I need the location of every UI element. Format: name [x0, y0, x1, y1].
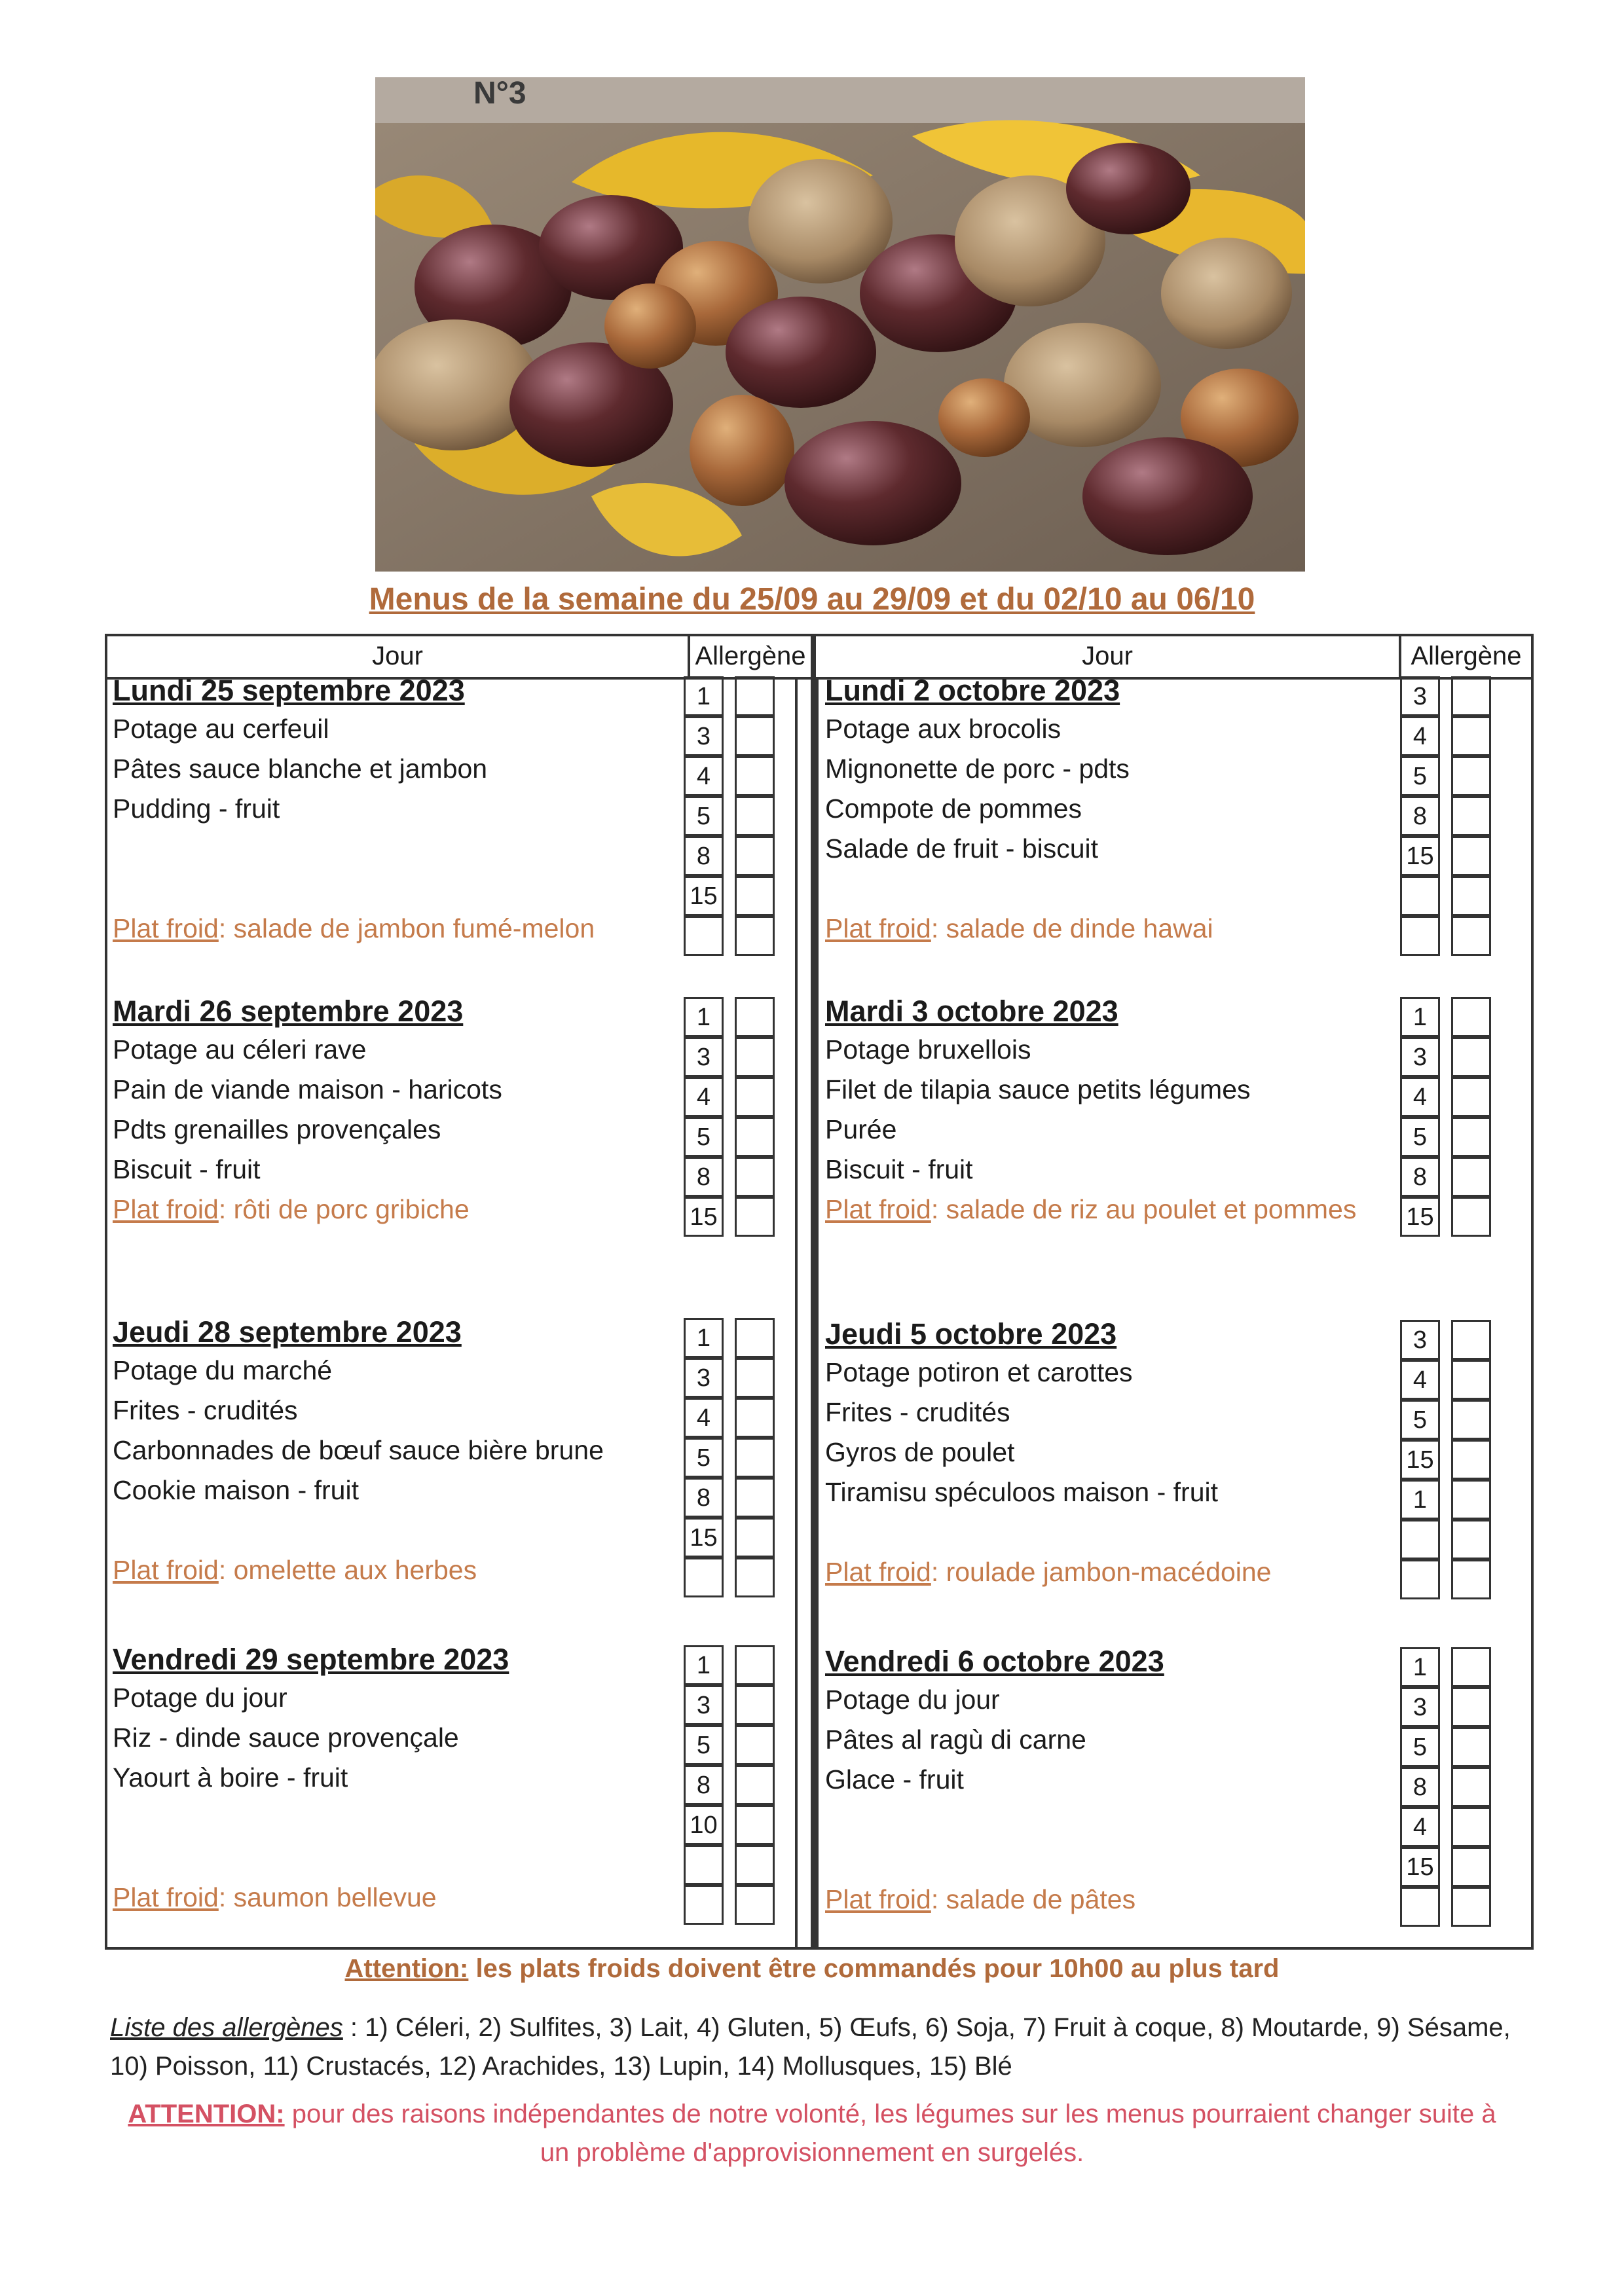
allergen-number: 3 [1400, 1687, 1440, 1727]
plat-froid [825, 1194, 1356, 1225]
allergen-checkbox[interactable] [735, 1558, 775, 1597]
allergen-number: 3 [1400, 1037, 1440, 1077]
allergen-checkbox[interactable] [735, 1478, 775, 1518]
plat-froid-text: : salade de dinde hawai [931, 913, 1213, 943]
allergen-row [1400, 1687, 1495, 1727]
allergen-checkbox[interactable] [1451, 1480, 1491, 1520]
allergen-row [1400, 1157, 1495, 1197]
allergen-checkbox[interactable] [1451, 916, 1491, 956]
allergen-number: 15 [1400, 1440, 1440, 1480]
dish-item: Riz - dinde sauce provençale [113, 1722, 459, 1753]
allergen-number: 5 [684, 796, 724, 836]
allergen-checkbox[interactable] [1451, 676, 1491, 716]
allergen-number: 15 [1400, 1847, 1440, 1887]
allergen-number: 3 [1400, 676, 1440, 716]
allergen-row [1400, 756, 1495, 796]
allergen-row [684, 1685, 779, 1725]
allergen-row [684, 1077, 779, 1117]
dish-item: Frites - crudités [113, 1395, 298, 1425]
plat-froid-text: : salade de pâtes [931, 1884, 1136, 1914]
allergen-row [1400, 796, 1495, 836]
allergen-number: 5 [684, 1117, 724, 1157]
allergen-checkbox[interactable] [735, 1685, 775, 1725]
plat-froid-label: Plat froid [825, 1884, 931, 1914]
allergen-checkbox[interactable] [735, 796, 775, 836]
allergen-row [1400, 1520, 1495, 1559]
allergen-checkbox[interactable] [735, 1725, 775, 1765]
allergen-number: 4 [1400, 1807, 1440, 1847]
allergen-number: 4 [1400, 716, 1440, 756]
allergen-number: 5 [1400, 756, 1440, 796]
dish-item: Biscuit - fruit [113, 1154, 261, 1184]
allergen-row [1400, 1847, 1495, 1887]
allergen-number: 15 [684, 1518, 724, 1558]
column-divider [795, 677, 798, 1947]
allergen-boxes [684, 1645, 779, 1925]
allergen-row [1400, 676, 1495, 716]
allergen-row [1400, 1647, 1495, 1687]
allergen-list-label: Liste des allergènes [110, 2013, 343, 2042]
allergen-number: 1 [1400, 997, 1440, 1037]
allergen-checkbox[interactable] [1451, 756, 1491, 796]
allergen-row [684, 1765, 779, 1805]
allergen-row [1400, 1320, 1495, 1360]
allergen-checkbox[interactable] [1451, 1887, 1491, 1927]
allergen-number: 5 [1400, 1727, 1440, 1767]
plat-froid [113, 1555, 477, 1586]
menu-table-right [813, 634, 1534, 1950]
allergen-row [1400, 1887, 1495, 1927]
allergen-number: 15 [1400, 836, 1440, 876]
allergen-checkbox[interactable] [735, 1845, 775, 1885]
allergen-checkbox[interactable] [1451, 1360, 1491, 1400]
allergen-number [684, 1885, 724, 1925]
allergen-number: 8 [684, 1478, 724, 1518]
allergen-number: 8 [684, 1765, 724, 1805]
allergen-row [1400, 1117, 1495, 1157]
allergen-row [1400, 1559, 1495, 1599]
allergen-row [684, 1197, 779, 1237]
warning-text: pour des raisons indépendantes de notre volonté, les légumes sur les menus pourraient changer suite à un problème d'approvisionnement en surgelés. [284, 2100, 1496, 2167]
header-photo [375, 77, 1305, 572]
allergen-row [684, 1157, 779, 1197]
allergen-checkbox[interactable] [1451, 796, 1491, 836]
allergen-checkbox[interactable] [1451, 716, 1491, 756]
allergen-number: 3 [684, 716, 724, 756]
allergen-number [1400, 916, 1440, 956]
dish-item: Potage au céleri rave [113, 1034, 367, 1065]
allergen-checkbox[interactable] [735, 1197, 775, 1237]
dish-item: Potage au cerfeuil [113, 714, 329, 744]
day-title: Jeudi 5 octobre 2023 [825, 1317, 1117, 1351]
allergen-checkbox[interactable] [1451, 876, 1491, 916]
allergen-number: 15 [684, 876, 724, 916]
allergen-number [1400, 1559, 1440, 1599]
allergen-checkbox[interactable] [1451, 1520, 1491, 1559]
allergen-boxes [684, 997, 779, 1237]
allergen-row [684, 1645, 779, 1685]
header-jour: Jour [372, 642, 423, 670]
supply-warning [111, 2095, 1513, 2172]
dish-item: Pâtes sauce blanche et jambon [113, 754, 488, 784]
cold-dish-notice [0, 1954, 1624, 1984]
allergen-checkbox[interactable] [735, 756, 775, 796]
dish-item: Frites - crudités [825, 1397, 1010, 1427]
allergen-number: 1 [1400, 1647, 1440, 1687]
allergen-row [1400, 1037, 1495, 1077]
allergen-number: 8 [1400, 1767, 1440, 1807]
dish-item: Potage aux brocolis [825, 714, 1061, 744]
allergen-number [1400, 1520, 1440, 1559]
allergen-checkbox[interactable] [1451, 1117, 1491, 1157]
day-title: Vendredi 6 octobre 2023 [825, 1645, 1164, 1678]
allergen-checkbox[interactable] [735, 1765, 775, 1805]
allergen-row [684, 1318, 779, 1358]
allergen-number: 5 [684, 1725, 724, 1765]
dish-item: Salade de fruit - biscuit [825, 833, 1099, 864]
day-title: Lundi 25 septembre 2023 [113, 674, 465, 707]
allergen-row [1400, 876, 1495, 916]
allergen-row [684, 1558, 779, 1597]
plat-froid-label: Plat froid [825, 913, 931, 943]
plat-froid-label: Plat froid [113, 1882, 219, 1912]
plat-froid [825, 1884, 1135, 1915]
allergen-number: 8 [1400, 796, 1440, 836]
allergen-number [1400, 876, 1440, 916]
allergen-checkbox[interactable] [1451, 1727, 1491, 1767]
allergen-number: 5 [1400, 1117, 1440, 1157]
dish-item: Tiramisu spéculoos maison - fruit [825, 1477, 1219, 1507]
allergen-number: 15 [1400, 1197, 1440, 1237]
allergen-number: 5 [684, 1438, 724, 1478]
allergen-row [1400, 1360, 1495, 1400]
dish-item: Pâtes al ragù di carne [825, 1724, 1086, 1755]
allergen-checkbox[interactable] [1451, 1400, 1491, 1440]
allergen-checkbox[interactable] [735, 1318, 775, 1358]
dish-item: Glace - fruit [825, 1764, 964, 1795]
allergen-checkbox[interactable] [1451, 1197, 1491, 1237]
allergen-number [684, 1558, 724, 1597]
plat-froid-text: : rôti de porc gribiche [218, 1194, 470, 1224]
day-title: Mardi 3 octobre 2023 [825, 994, 1118, 1028]
allergen-number: 3 [684, 1358, 724, 1398]
allergen-number: 8 [684, 836, 724, 876]
allergen-row [1400, 1767, 1495, 1807]
allergen-number: 4 [1400, 1077, 1440, 1117]
header-allergene: Allergène [688, 636, 811, 677]
allergen-checkbox[interactable] [735, 836, 775, 876]
allergen-checkbox[interactable] [735, 1358, 775, 1398]
dish-item: Carbonnades de bœuf sauce bière brune [113, 1435, 604, 1465]
dish-item: Compote de pommes [825, 793, 1082, 824]
photo-stamp: N°3 [473, 77, 526, 111]
allergen-boxes [1400, 1647, 1495, 1927]
allergen-number: 1 [684, 676, 724, 716]
allergen-checkbox[interactable] [1451, 1559, 1491, 1599]
dish-item: Pain de viande maison - haricots [113, 1074, 502, 1104]
allergen-checkbox[interactable] [735, 1157, 775, 1197]
allergen-row [684, 836, 779, 876]
page-title: Menus de la semaine du 25/09 au 29/09 et du 02/10 au 06/10 [369, 582, 1255, 617]
plat-froid-text: : salade de jambon fumé-melon [218, 913, 595, 943]
dish-item: Potage potiron et carottes [825, 1357, 1133, 1387]
allergen-row [1400, 916, 1495, 956]
allergen-row [684, 1037, 779, 1077]
allergen-number: 3 [684, 1685, 724, 1725]
dish-item: Filet de tilapia sauce petits légumes [825, 1074, 1251, 1104]
allergen-boxes [684, 676, 779, 956]
allergen-row [684, 876, 779, 916]
allergen-row [684, 796, 779, 836]
allergen-number: 3 [1400, 1320, 1440, 1360]
allergen-number [684, 916, 724, 956]
allergen-row [684, 1117, 779, 1157]
plat-froid [113, 1882, 437, 1913]
allergen-row [684, 1725, 779, 1765]
day-title: Jeudi 28 septembre 2023 [113, 1315, 462, 1349]
allergen-checkbox[interactable] [735, 1645, 775, 1685]
plat-froid [113, 913, 595, 944]
allergen-row [684, 916, 779, 956]
allergen-number [1400, 1887, 1440, 1927]
allergen-row [684, 1885, 779, 1925]
dish-item: Cookie maison - fruit [113, 1475, 359, 1505]
allergen-checkbox[interactable] [735, 876, 775, 916]
allergen-checkbox[interactable] [735, 1398, 775, 1438]
allergen-boxes [1400, 997, 1495, 1237]
dish-item: Potage bruxellois [825, 1034, 1031, 1065]
dish-item: Gyros de poulet [825, 1437, 1015, 1467]
allergen-checkbox[interactable] [735, 716, 775, 756]
plat-froid-text: : omelette aux herbes [218, 1555, 477, 1585]
allergen-checkbox[interactable] [735, 1885, 775, 1925]
allergen-checkbox[interactable] [735, 916, 775, 956]
allergen-row [684, 1845, 779, 1885]
plat-froid-text: : salade de riz au poulet et pommes [931, 1194, 1357, 1224]
allergen-number: 1 [684, 1318, 724, 1358]
allergen-number: 4 [1400, 1360, 1440, 1400]
allergen-checkbox[interactable] [1451, 1440, 1491, 1480]
allergen-row [1400, 1807, 1495, 1847]
allergen-row [684, 1518, 779, 1558]
allergen-row [684, 1438, 779, 1478]
plat-froid [113, 1194, 470, 1225]
allergen-number: 8 [684, 1157, 724, 1197]
allergen-row [684, 1358, 779, 1398]
plat-froid-label: Plat froid [113, 1555, 219, 1585]
allergen-number: 8 [1400, 1157, 1440, 1197]
allergen-checkbox[interactable] [1451, 1077, 1491, 1117]
warning-label: ATTENTION: [128, 2100, 285, 2128]
allergen-checkbox[interactable] [1451, 997, 1491, 1037]
plat-froid-label: Plat froid [113, 1194, 219, 1224]
allergen-row [684, 997, 779, 1037]
plat-froid-text: : saumon bellevue [218, 1882, 437, 1912]
allergen-checkbox[interactable] [1451, 1157, 1491, 1197]
dish-item: Potage du marché [113, 1355, 333, 1385]
allergen-number: 3 [684, 1037, 724, 1077]
allergen-checkbox[interactable] [1451, 1647, 1491, 1687]
allergen-list-text: : 1) Céleri, 2) Sulfites, 3) Lait, 4) Gluten, 5) Œufs, 6) Soja, 7) Fruit à coque, 8) Moutarde, 9) Sésame, 10) Poisson, 11) Crustacés, 12) Arachides, 13) Lupin, 14) Mollusques, 15) Blé [110, 2013, 1511, 2081]
allergen-row [684, 1398, 779, 1438]
allergen-checkbox[interactable] [735, 676, 775, 716]
allergen-boxes [1400, 676, 1495, 956]
allergen-row [1400, 1077, 1495, 1117]
allergen-row [1400, 1440, 1495, 1480]
dish-item: Potage du jour [113, 1683, 287, 1713]
day-title: Mardi 26 septembre 2023 [113, 994, 464, 1028]
allergen-number: 10 [684, 1805, 724, 1845]
allergen-number: 1 [1400, 1480, 1440, 1520]
allergen-row [1400, 1197, 1495, 1237]
plat-froid-label: Plat froid [113, 913, 219, 943]
plat-froid [825, 1557, 1271, 1588]
allergen-checkbox[interactable] [1451, 1767, 1491, 1807]
day-title: Vendredi 29 septembre 2023 [113, 1643, 509, 1676]
allergen-checkbox[interactable] [1451, 1687, 1491, 1727]
allergen-checkbox[interactable] [1451, 1037, 1491, 1077]
plat-froid-label: Plat froid [825, 1194, 931, 1224]
allergen-list [110, 2009, 1538, 2086]
allergen-row [1400, 836, 1495, 876]
dish-item: Pudding - fruit [113, 793, 280, 824]
allergen-number: 5 [1400, 1400, 1440, 1440]
allergen-number: 15 [684, 1197, 724, 1237]
allergen-checkbox[interactable] [1451, 1320, 1491, 1360]
dish-item: Potage du jour [825, 1685, 1000, 1715]
allergen-row [684, 716, 779, 756]
allergen-checkbox[interactable] [1451, 836, 1491, 876]
column-divider [816, 677, 819, 1947]
allergen-checkbox[interactable] [735, 1518, 775, 1558]
allergen-checkbox[interactable] [1451, 1807, 1491, 1847]
notice-text: les plats froids doivent être commandés pour 10h00 au plus tard [468, 1954, 1280, 1983]
allergen-row [1400, 1727, 1495, 1767]
allergen-row [684, 756, 779, 796]
allergen-checkbox[interactable] [735, 1117, 775, 1157]
allergen-checkbox[interactable] [735, 997, 775, 1037]
dish-item: Purée [825, 1114, 897, 1144]
allergen-checkbox[interactable] [735, 1438, 775, 1478]
menu-table-left [105, 634, 813, 1950]
dish-item: Biscuit - fruit [825, 1154, 973, 1184]
allergen-boxes [1400, 1320, 1495, 1599]
allergen-number: 4 [684, 1077, 724, 1117]
day-title: Lundi 2 octobre 2023 [825, 674, 1120, 707]
dish-item: Pdts grenailles provençales [113, 1114, 441, 1144]
allergen-row [1400, 716, 1495, 756]
notice-label: Attention: [344, 1954, 469, 1983]
allergen-row [684, 1478, 779, 1518]
allergen-row [1400, 1400, 1495, 1440]
dish-item: Yaourt à boire - fruit [113, 1762, 348, 1793]
allergen-checkbox[interactable] [1451, 1847, 1491, 1887]
allergen-row [1400, 997, 1495, 1037]
allergen-number: 4 [684, 1398, 724, 1438]
plat-froid [825, 913, 1213, 944]
allergen-row [1400, 1480, 1495, 1520]
allergen-number: 4 [684, 756, 724, 796]
allergen-number: 1 [684, 1645, 724, 1685]
allergen-boxes [684, 1318, 779, 1597]
allergen-checkbox[interactable] [735, 1037, 775, 1077]
allergen-checkbox[interactable] [735, 1805, 775, 1845]
header-jour: Jour [1082, 642, 1133, 670]
plat-froid-text: : roulade jambon-macédoine [931, 1557, 1272, 1587]
allergen-row [684, 1805, 779, 1845]
allergen-checkbox[interactable] [735, 1077, 775, 1117]
dish-item: Mignonette de porc - pdts [825, 754, 1130, 784]
header-allergene: Allergène [1399, 636, 1531, 677]
allergen-row [684, 676, 779, 716]
plat-froid-label: Plat froid [825, 1557, 931, 1587]
allergen-number: 1 [684, 997, 724, 1037]
allergen-number [684, 1845, 724, 1885]
